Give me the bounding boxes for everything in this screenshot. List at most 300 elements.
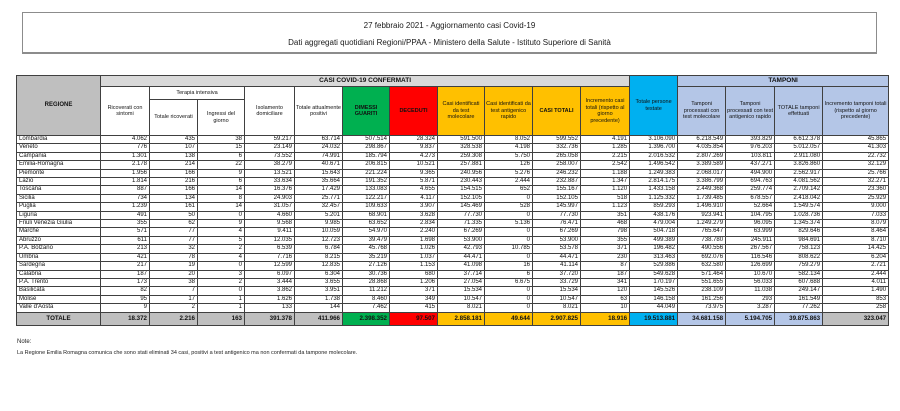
- cell-isolamento: 12.599: [245, 262, 295, 270]
- cell-regione: Sicilia: [17, 194, 101, 202]
- cell-tamponi_totale: 249.147: [775, 287, 823, 295]
- cell-incremento_casi: 1.188: [581, 169, 630, 177]
- cell-ti_totale: 20: [150, 270, 198, 278]
- cell-casi_molecolare: 259.308: [438, 152, 485, 160]
- cell-incremento_casi: 10: [581, 304, 630, 312]
- cell-tamponi_antigenico: 976.203: [726, 144, 775, 152]
- cell-casi_antigenico: 0: [485, 211, 533, 219]
- cell-isolamento: 23.149: [245, 144, 295, 152]
- cell-tamponi_totale: 2.911.080: [775, 152, 823, 160]
- cell-dimessi: 8.460: [343, 295, 390, 303]
- cell-isolamento: 13.521: [245, 169, 295, 177]
- total-cell-casi_molecolare: 2.858.181: [438, 312, 485, 325]
- cell-tamponi_totale: 2.562.917: [775, 169, 823, 177]
- cell-persone_testate: 1.125.332: [630, 194, 678, 202]
- cell-positivi: 32.457: [295, 203, 343, 211]
- cell-isolamento: 59.217: [245, 136, 295, 144]
- cell-persone_testate: 3.106.090: [630, 136, 678, 144]
- total-cell-persone_testate: 19.513.881: [630, 312, 678, 325]
- cell-persone_testate: 2.814.175: [630, 178, 678, 186]
- cell-incremento_tamponi: 45.865: [823, 136, 889, 144]
- cell-dimessi: 191.352: [343, 178, 390, 186]
- total-cell-casi_antigenico: 49.644: [485, 312, 533, 325]
- cell-casi_antigenico: 0: [485, 304, 533, 312]
- cell-positivi: 9.985: [295, 220, 343, 228]
- cell-incremento_tamponi: 23.360: [823, 186, 889, 194]
- cell-incremento_tamponi: 7.033: [823, 211, 889, 219]
- cell-ti_totale: 62: [150, 220, 198, 228]
- cell-isolamento: 1.626: [245, 295, 295, 303]
- cell-incremento_casi: 1.347: [581, 178, 630, 186]
- cell-casi_antigenico: 6.675: [485, 278, 533, 286]
- col-header-isolamento: Isolamento domiciliare: [245, 87, 295, 136]
- cell-casi_molecolare: 41.098: [438, 262, 485, 270]
- cell-tamponi_antigenico: 10.670: [726, 270, 775, 278]
- cell-positivi: 74.991: [295, 152, 343, 160]
- cell-ricoverati: 776: [101, 144, 150, 152]
- cell-ti_ingressi: 15: [198, 144, 245, 152]
- col-header-ti-totale: Totale ricoverati: [150, 100, 198, 136]
- table-row: [17, 236, 889, 244]
- cell-ricoverati: 1.301: [101, 152, 150, 160]
- cell-regione: Friuli Venezia Giulia: [17, 220, 101, 228]
- cell-persone_testate: 1.433.158: [630, 186, 678, 194]
- cell-dimessi: 39.479: [343, 236, 390, 244]
- cell-casi_antigenico: 0: [485, 287, 533, 295]
- cell-incremento_tamponi: 2.444: [823, 270, 889, 278]
- cell-incremento_tamponi: 14.425: [823, 245, 889, 253]
- col-header-dimessi-guariti: DIMESSI GUARITI: [343, 87, 390, 136]
- cell-casi_totali: 145.997: [533, 203, 581, 211]
- cell-dimessi: 11.212: [343, 287, 390, 295]
- cell-dimessi: 507.514: [343, 136, 390, 144]
- cell-ricoverati: 213: [101, 245, 150, 253]
- cell-ti_totale: 107: [150, 144, 198, 152]
- cell-ti_totale: 77: [150, 236, 198, 244]
- cell-ricoverati: 887: [101, 186, 150, 194]
- cell-tamponi_antigenico: 63.999: [726, 228, 775, 236]
- cell-casi_totali: 77.730: [533, 211, 581, 219]
- cell-tamponi_molecolare: 632.580: [678, 262, 726, 270]
- table-row: [17, 211, 889, 219]
- cell-ricoverati: 173: [101, 278, 150, 286]
- cell-dimessi: 7.462: [343, 304, 390, 312]
- col-header-tamponi-antigenico: Tamponi processati con test antigenico rapido: [726, 87, 775, 136]
- cell-tamponi_antigenico: 293: [726, 295, 775, 303]
- cell-tamponi_totale: 161.549: [775, 295, 823, 303]
- cell-incremento_casi: 518: [581, 194, 630, 202]
- cell-incremento_tamponi: 6.204: [823, 253, 889, 261]
- cell-tamponi_antigenico: 259.774: [726, 186, 775, 194]
- cell-tamponi_molecolare: 2.449.368: [678, 186, 726, 194]
- cell-tamponi_molecolare: 2.068.017: [678, 169, 726, 177]
- cell-casi_molecolare: 67.269: [438, 228, 485, 236]
- cell-regione: Sardegna: [17, 262, 101, 270]
- cell-incremento_tamponi: 853: [823, 295, 889, 303]
- cell-incremento_tamponi: 41.303: [823, 144, 889, 152]
- cell-casi_molecolare: 77.730: [438, 211, 485, 219]
- cell-casi_totali: 41.114: [533, 262, 581, 270]
- total-cell-deceduti: 97.507: [390, 312, 438, 325]
- cell-regione: Molise: [17, 295, 101, 303]
- cell-tamponi_molecolare: 2.807.269: [678, 152, 726, 160]
- cell-tamponi_antigenico: 393.829: [726, 136, 775, 144]
- table-row: [17, 136, 889, 144]
- cell-tamponi_molecolare: 738.780: [678, 236, 726, 244]
- table-row: [17, 203, 889, 211]
- total-cell-tamponi_totale: 39.875.863: [775, 312, 823, 325]
- cell-casi_totali: 76.471: [533, 220, 581, 228]
- cell-ti_ingressi: 14: [198, 203, 245, 211]
- cell-positivi: 3.951: [295, 287, 343, 295]
- cell-ricoverati: 421: [101, 253, 150, 261]
- cell-deceduti: 680: [390, 270, 438, 278]
- cell-incremento_casi: 351: [581, 211, 630, 219]
- cell-isolamento: 9.411: [245, 228, 295, 236]
- cell-incremento_casi: 4.191: [581, 136, 630, 144]
- cell-ricoverati: 571: [101, 228, 150, 236]
- cell-incremento_tamponi: 32.129: [823, 161, 889, 169]
- cell-ti_totale: 78: [150, 253, 198, 261]
- cell-ti_totale: 166: [150, 169, 198, 177]
- cell-deceduti: 1.153: [390, 262, 438, 270]
- cell-ricoverati: 355: [101, 220, 150, 228]
- cell-tamponi_totale: 6.612.378: [775, 136, 823, 144]
- table-row: [17, 304, 889, 312]
- cell-ti_totale: 19: [150, 262, 198, 270]
- cell-deceduti: 1.026: [390, 245, 438, 253]
- group-header-terapia-intensiva: Terapia intensiva: [150, 87, 245, 100]
- cell-casi_molecolare: 328.538: [438, 144, 485, 152]
- cell-incremento_casi: 120: [581, 287, 630, 295]
- cell-dimessi: 54.970: [343, 228, 390, 236]
- cell-persone_testate: 499.389: [630, 236, 678, 244]
- cell-tamponi_molecolare: 161.256: [678, 295, 726, 303]
- table-row: [17, 262, 889, 270]
- cell-ti_totale: 214: [150, 161, 198, 169]
- cell-ricoverati: 1.814: [101, 178, 150, 186]
- cell-ti_ingressi: 4: [198, 253, 245, 261]
- cell-ti_ingressi: 2: [198, 278, 245, 286]
- cell-casi_molecolare: 8.021: [438, 304, 485, 312]
- cell-isolamento: 133: [245, 304, 295, 312]
- table-body: [17, 136, 889, 326]
- cell-incremento_casi: 2.542: [581, 161, 630, 169]
- cell-casi_antigenico: 6: [485, 270, 533, 278]
- cell-tamponi_totale: 77.262: [775, 304, 823, 312]
- cell-casi_molecolare: 71.335: [438, 220, 485, 228]
- cell-casi_molecolare: 27.054: [438, 278, 485, 286]
- total-cell-ti_ingressi: 163: [198, 312, 245, 325]
- cell-deceduti: 4.273: [390, 152, 438, 160]
- cell-ti_ingressi: 1: [198, 295, 245, 303]
- report-title: 27 febbraio 2021 - Aggiornamento casi Covid-19: [363, 21, 536, 30]
- table-row: [17, 228, 889, 236]
- cell-ti_ingressi: 0: [198, 262, 245, 270]
- cell-incremento_casi: 2.215: [581, 152, 630, 160]
- cell-casi_totali: 246.232: [533, 169, 581, 177]
- cell-casi_totali: 53.900: [533, 236, 581, 244]
- total-cell-ricoverati: 18.372: [101, 312, 150, 325]
- cell-incremento_casi: 371: [581, 245, 630, 253]
- cell-casi_molecolare: 145.469: [438, 203, 485, 211]
- cell-regione: Campania: [17, 152, 101, 160]
- cell-casi_totali: 10.547: [533, 295, 581, 303]
- cell-tamponi_totale: 2.709.142: [775, 186, 823, 194]
- cell-ti_ingressi: 5: [198, 236, 245, 244]
- total-cell-casi_totali: 2.907.825: [533, 312, 581, 325]
- cell-casi_totali: 15.534: [533, 287, 581, 295]
- cell-casi_antigenico: 652: [485, 186, 533, 194]
- cell-casi_antigenico: 8.052: [485, 136, 533, 144]
- cell-tamponi_molecolare: 571.464: [678, 270, 726, 278]
- cell-tamponi_molecolare: 765.647: [678, 228, 726, 236]
- cell-tamponi_antigenico: 11.038: [726, 287, 775, 295]
- cell-casi_molecolare: 37.714: [438, 270, 485, 278]
- cell-ti_totale: 38: [150, 278, 198, 286]
- cell-ti_ingressi: 1: [198, 304, 245, 312]
- cell-deceduti: 2.834: [390, 220, 438, 228]
- cell-tamponi_antigenico: 56.033: [726, 278, 775, 286]
- table-row: [17, 178, 889, 186]
- cell-positivi: 12.723: [295, 236, 343, 244]
- cell-tamponi_molecolare: 4.035.854: [678, 144, 726, 152]
- cell-ti_ingressi: 2: [198, 245, 245, 253]
- cell-deceduti: 4.655: [390, 186, 438, 194]
- cell-ti_ingressi: 6: [198, 178, 245, 186]
- cell-incremento_casi: 1.123: [581, 203, 630, 211]
- cell-casi_antigenico: 126: [485, 161, 533, 169]
- table-row: [17, 220, 889, 228]
- cell-tamponi_antigenico: 126.699: [726, 262, 775, 270]
- cell-incremento_casi: 341: [581, 278, 630, 286]
- cell-regione: Lombardia: [17, 136, 101, 144]
- cell-incremento_tamponi: 32.271: [823, 178, 889, 186]
- cell-ti_totale: 32: [150, 245, 198, 253]
- cell-ricoverati: 82: [101, 287, 150, 295]
- table-row: [17, 278, 889, 286]
- cell-positivi: 6.304: [295, 270, 343, 278]
- col-header-persone-testate: Totale persone testate: [630, 76, 678, 136]
- table-row: [17, 152, 889, 160]
- group-header-tamponi: TAMPONI: [678, 76, 889, 87]
- cell-regione: Toscana: [17, 186, 101, 194]
- cell-positivi: 1.738: [295, 295, 343, 303]
- cell-casi_molecolare: 152.105: [438, 194, 485, 202]
- cell-persone_testate: 1.396.700: [630, 144, 678, 152]
- cell-dimessi: 298.867: [343, 144, 390, 152]
- cell-isolamento: 38.279: [245, 161, 295, 169]
- cell-casi_totali: 33.729: [533, 278, 581, 286]
- cell-ricoverati: 9: [101, 304, 150, 312]
- col-header-casi-totali: CASI TOTALI: [533, 87, 581, 136]
- cell-tamponi_totale: 1.028.736: [775, 211, 823, 219]
- cell-tamponi_antigenico: 494.900: [726, 169, 775, 177]
- cell-casi_antigenico: 0: [485, 228, 533, 236]
- cell-casi_totali: 44.471: [533, 253, 581, 261]
- total-cell-dimessi: 2.398.352: [343, 312, 390, 325]
- cell-deceduti: 4.117: [390, 194, 438, 202]
- report-subtitle: Dati aggregati quotidiani Regioni/PPAA - Ministero della Salute - Istituto Superiore di Sanità: [288, 38, 611, 47]
- cell-persone_testate: 529.886: [630, 262, 678, 270]
- col-header-ti-ingressi: Ingressi del giorno: [198, 100, 245, 136]
- cell-casi_molecolare: 44.471: [438, 253, 485, 261]
- cell-dimessi: 185.794: [343, 152, 390, 160]
- cell-regione: Valle d'Aosta: [17, 304, 101, 312]
- cell-ti_ingressi: 0: [198, 211, 245, 219]
- col-header-positivi: Totale attualmente positivi: [295, 87, 343, 136]
- cell-tamponi_totale: 582.134: [775, 270, 823, 278]
- cell-casi_totali: 599.552: [533, 136, 581, 144]
- cell-persone_testate: 313.463: [630, 253, 678, 261]
- cell-positivi: 15.643: [295, 169, 343, 177]
- total-cell-regione: TOTALE: [17, 312, 101, 325]
- cell-ti_ingressi: 22: [198, 161, 245, 169]
- cell-casi_antigenico: 0: [485, 253, 533, 261]
- cell-incremento_tamponi: 22.732: [823, 152, 889, 160]
- cell-ti_totale: 7: [150, 287, 198, 295]
- cell-ti_totale: 2: [150, 304, 198, 312]
- cell-isolamento: 3.444: [245, 278, 295, 286]
- col-header-deceduti: DECEDUTI: [390, 87, 438, 136]
- total-cell-isolamento: 391.378: [245, 312, 295, 325]
- cell-dimessi: 45.768: [343, 245, 390, 253]
- cell-tamponi_antigenico: 245.911: [726, 236, 775, 244]
- cell-persone_testate: 44.049: [630, 304, 678, 312]
- cell-tamponi_antigenico: 103.811: [726, 152, 775, 160]
- cell-deceduti: 349: [390, 295, 438, 303]
- cell-ti_totale: 166: [150, 186, 198, 194]
- cell-isolamento: 73.552: [245, 152, 295, 160]
- cell-incremento_tamponi: 25.929: [823, 194, 889, 202]
- cell-incremento_tamponi: 8.079: [823, 220, 889, 228]
- cell-tamponi_totale: 759.279: [775, 262, 823, 270]
- cell-ti_totale: 161: [150, 203, 198, 211]
- cell-positivi: 25.771: [295, 194, 343, 202]
- cell-casi_molecolare: 230.443: [438, 178, 485, 186]
- cell-casi_antigenico: 10.785: [485, 245, 533, 253]
- cell-ti_ingressi: 3: [198, 270, 245, 278]
- cell-ti_ingressi: 6: [198, 152, 245, 160]
- cell-tamponi_totale: 808.622: [775, 253, 823, 261]
- cell-casi_totali: 8.021: [533, 304, 581, 312]
- cell-deceduti: 1.206: [390, 278, 438, 286]
- cell-casi_molecolare: 42.793: [438, 245, 485, 253]
- cell-ti_totale: 134: [150, 194, 198, 202]
- cell-isolamento: 24.903: [245, 194, 295, 202]
- cell-incremento_tamponi: 2.721: [823, 262, 889, 270]
- cell-incremento_casi: 187: [581, 270, 630, 278]
- cell-tamponi_totale: 4.081.562: [775, 178, 823, 186]
- table-row: [17, 144, 889, 152]
- cell-deceduti: 371: [390, 287, 438, 295]
- cell-casi_molecolare: 154.515: [438, 186, 485, 194]
- cell-tamponi_molecolare: 1.739.485: [678, 194, 726, 202]
- cell-ti_ingressi: 9: [198, 220, 245, 228]
- cell-positivi: 12.835: [295, 262, 343, 270]
- cell-ti_totale: 50: [150, 211, 198, 219]
- cell-deceduti: 10.521: [390, 161, 438, 169]
- cell-regione: Lazio: [17, 178, 101, 186]
- cell-regione: Liguria: [17, 211, 101, 219]
- cell-ricoverati: 2.178: [101, 161, 150, 169]
- cell-isolamento: 31.057: [245, 203, 295, 211]
- cell-positivi: 3.655: [295, 278, 343, 286]
- cell-tamponi_molecolare: 238.109: [678, 287, 726, 295]
- cell-isolamento: 33.634: [245, 178, 295, 186]
- cell-ti_totale: 77: [150, 228, 198, 236]
- cell-tamponi_totale: 3.826.860: [775, 161, 823, 169]
- cell-regione: Abruzzo: [17, 236, 101, 244]
- cell-positivi: 35.664: [295, 178, 343, 186]
- cell-positivi: 144: [295, 304, 343, 312]
- cell-isolamento: 6.097: [245, 270, 295, 278]
- cell-regione: Veneto: [17, 144, 101, 152]
- cell-tamponi_molecolare: 551.655: [678, 278, 726, 286]
- cell-ti_totale: 17: [150, 295, 198, 303]
- cell-persone_testate: 1.249.383: [630, 169, 678, 177]
- cell-persone_testate: 196.482: [630, 245, 678, 253]
- cell-dimessi: 35.219: [343, 253, 390, 261]
- cell-casi_totali: 53.578: [533, 245, 581, 253]
- cell-casi_antigenico: 528: [485, 203, 533, 211]
- cell-incremento_tamponi: 258: [823, 304, 889, 312]
- cell-regione: Umbria: [17, 253, 101, 261]
- cell-deceduti: 5.871: [390, 178, 438, 186]
- cell-regione: Basilicata: [17, 287, 101, 295]
- cell-ti_ingressi: 4: [198, 228, 245, 236]
- cell-tamponi_totale: 1.345.374: [775, 220, 823, 228]
- cell-tamponi_antigenico: 52.664: [726, 203, 775, 211]
- table-row: [17, 287, 889, 295]
- cell-isolamento: 16.376: [245, 186, 295, 194]
- cell-persone_testate: 549.628: [630, 270, 678, 278]
- cell-tamponi_antigenico: 3.287: [726, 304, 775, 312]
- cell-tamponi_molecolare: 6.218.549: [678, 136, 726, 144]
- cell-incremento_tamponi: 8.710: [823, 236, 889, 244]
- cell-deceduti: 1.698: [390, 236, 438, 244]
- cell-incremento_casi: 468: [581, 220, 630, 228]
- cell-ricoverati: 491: [101, 211, 150, 219]
- col-header-tamponi-totale: TOTALE tamponi effettuati: [775, 87, 823, 136]
- cell-regione: Emilia-Romagna: [17, 161, 101, 169]
- cell-tamponi_molecolare: 3.386.799: [678, 178, 726, 186]
- cell-persone_testate: 170.197: [630, 278, 678, 286]
- cell-casi_totali: 37.720: [533, 270, 581, 278]
- cell-incremento_tamponi: 8.464: [823, 228, 889, 236]
- note-label: Note:: [17, 339, 32, 345]
- cell-tamponi_molecolare: 1.496.910: [678, 203, 726, 211]
- col-header-casi-molecolare: Casi identificati da test molecolare: [438, 87, 485, 136]
- cell-isolamento: 7.716: [245, 253, 295, 261]
- col-header-casi-antigenico: Casi identificati da test antigenico rapido: [485, 87, 533, 136]
- cell-regione: P.A. Bolzano: [17, 245, 101, 253]
- cell-casi_molecolare: 257.881: [438, 161, 485, 169]
- total-cell-incremento_tamponi: 323.047: [823, 312, 889, 325]
- cell-dimessi: 122.217: [343, 194, 390, 202]
- cell-casi_antigenico: 0: [485, 295, 533, 303]
- cell-persone_testate: 438.176: [630, 211, 678, 219]
- cell-tamponi_antigenico: 678.557: [726, 194, 775, 202]
- cell-isolamento: 9.568: [245, 220, 295, 228]
- cell-ti_ingressi: 8: [198, 194, 245, 202]
- cell-tamponi_totale: 2.418.042: [775, 194, 823, 202]
- cell-positivi: 6.784: [295, 245, 343, 253]
- cell-incremento_tamponi: 25.766: [823, 169, 889, 177]
- cell-ti_ingressi: 9: [198, 169, 245, 177]
- cell-tamponi_molecolare: 923.941: [678, 211, 726, 219]
- cell-incremento_casi: 87: [581, 262, 630, 270]
